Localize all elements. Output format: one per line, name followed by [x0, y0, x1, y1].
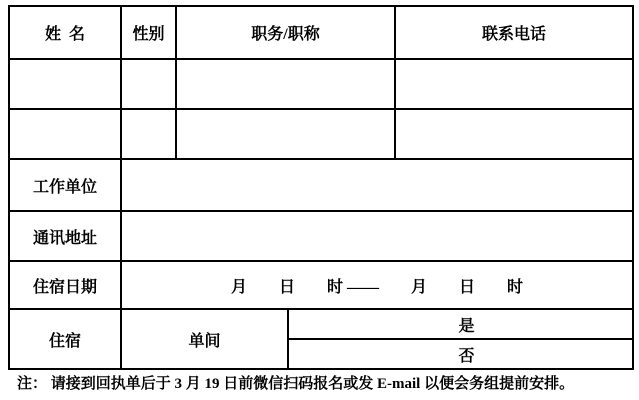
- option-no-cell[interactable]: 否: [288, 339, 633, 369]
- room-single-label: 单间: [121, 309, 288, 369]
- attendee-row-2: [9, 109, 633, 159]
- attendee2-name-cell[interactable]: [9, 109, 121, 159]
- header-name: 姓 名: [9, 6, 121, 59]
- work-unit-row: [9, 159, 633, 211]
- stay-date-cell[interactable]: 月 日 时 —— 月 日 时: [121, 261, 633, 309]
- attendee1-position-cell[interactable]: [176, 59, 395, 109]
- option-yes-cell[interactable]: 是: [288, 309, 633, 339]
- attendee1-gender-cell[interactable]: [121, 59, 176, 109]
- stay-date-row: [9, 261, 633, 309]
- stay-date-label: 住宿日期: [9, 261, 121, 309]
- address-label: 通讯地址: [9, 211, 121, 261]
- header-phone: 联系电话: [395, 6, 633, 59]
- address-cell[interactable]: [121, 211, 633, 261]
- attendee2-phone-cell[interactable]: [395, 109, 633, 159]
- address-row: [9, 211, 633, 261]
- work-unit-cell[interactable]: [121, 159, 633, 211]
- work-unit-label: 工作单位: [9, 159, 121, 211]
- header-gender: 性别: [121, 6, 176, 59]
- header-row: [9, 6, 633, 59]
- stay-label: 住宿: [9, 309, 121, 369]
- registration-table: [8, 5, 634, 370]
- attendee1-name-cell[interactable]: [9, 59, 121, 109]
- attendee2-position-cell[interactable]: [176, 109, 395, 159]
- stay-row-yes: [9, 309, 633, 339]
- attendee1-phone-cell[interactable]: [395, 59, 633, 109]
- footer-note: 注： 请接到回执单后于 3 月 19 日前微信扫码报名或发 E-mail 以便会务组提前安排。: [17, 376, 575, 392]
- attendee2-gender-cell[interactable]: [121, 109, 176, 159]
- header-position: 职务/职称: [176, 6, 395, 59]
- attendee-row-1: [9, 59, 633, 109]
